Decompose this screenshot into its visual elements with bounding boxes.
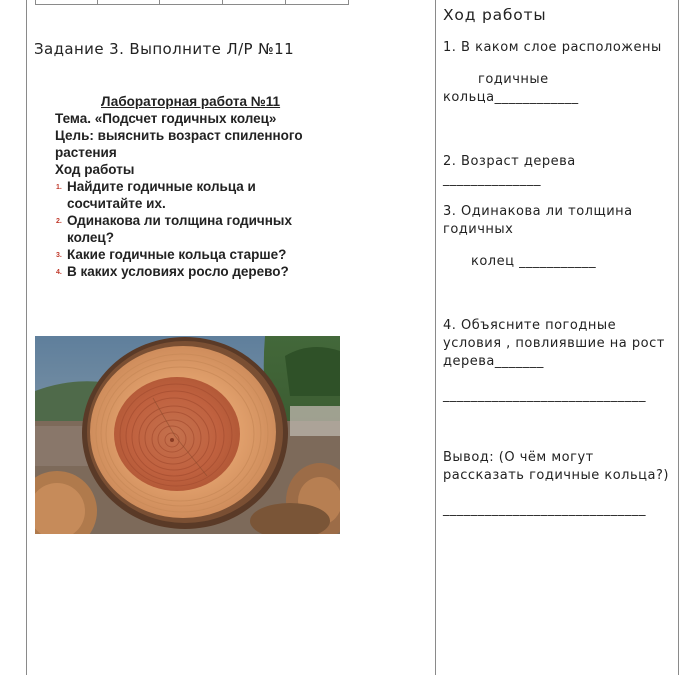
question-1-answer[interactable]: кольца____________	[443, 90, 579, 105]
step-1-line2: сосчитайте их.	[67, 196, 166, 211]
question-2-line1: 2. Возраст дерева	[443, 154, 576, 169]
step-2-line2: колец?	[67, 230, 114, 245]
step-3-line1: Какие годичные кольца старше?	[67, 247, 287, 262]
conclusion-line2: рассказать годичные кольца?)	[443, 468, 669, 483]
question-4-line1: 4. Объясните погодные	[443, 318, 617, 333]
question-2-answer[interactable]: ______________	[443, 172, 541, 187]
step-2-line1: Одинакова ли толщина годичных	[67, 213, 292, 228]
tree-stump-photo	[35, 336, 340, 534]
conclusion-line1: Вывод: (О чём могут	[443, 450, 594, 465]
question-1-line1: 1. В каком слое расположены	[443, 40, 662, 55]
question-3-line1: 3. Одинакова ли толщина	[443, 204, 633, 219]
step-number: 4.	[56, 269, 62, 276]
task-title: Задание 3. Выполните Л/Р №11	[34, 40, 295, 58]
step-1-line1: Найдите годичные кольца и	[67, 179, 256, 194]
right-border	[678, 0, 679, 675]
column-divider	[435, 0, 436, 675]
conclusion-answer-line[interactable]: _____________________________	[443, 502, 646, 517]
question-3-answer[interactable]: колец ___________	[471, 254, 597, 269]
step-number: 2.	[56, 218, 62, 225]
question-1-line2: годичные	[478, 72, 549, 87]
question-3-line2: годичных	[443, 222, 514, 237]
lab-theme: Тема. «Подсчет годичных колец»	[55, 111, 277, 126]
left-border	[26, 0, 27, 675]
question-4-answer-line[interactable]: _____________________________	[443, 388, 646, 403]
lab-title: Лабораторная работа №11	[101, 94, 281, 109]
lab-goal-line1: Цель: выяснить возраст спиленного	[55, 128, 303, 143]
question-4-line2: условия , повлиявшие на рост	[443, 336, 665, 351]
step-number: 3.	[56, 252, 62, 259]
step-number: 1.	[56, 184, 62, 191]
question-4-line3[interactable]: дерева_______	[443, 354, 544, 369]
lab-goal-line2: растения	[55, 145, 117, 160]
lab-progress-heading: Ход работы	[55, 162, 135, 177]
step-4-line1: В каких условиях росло дерево?	[67, 264, 289, 279]
right-heading: Ход работы	[443, 6, 547, 24]
